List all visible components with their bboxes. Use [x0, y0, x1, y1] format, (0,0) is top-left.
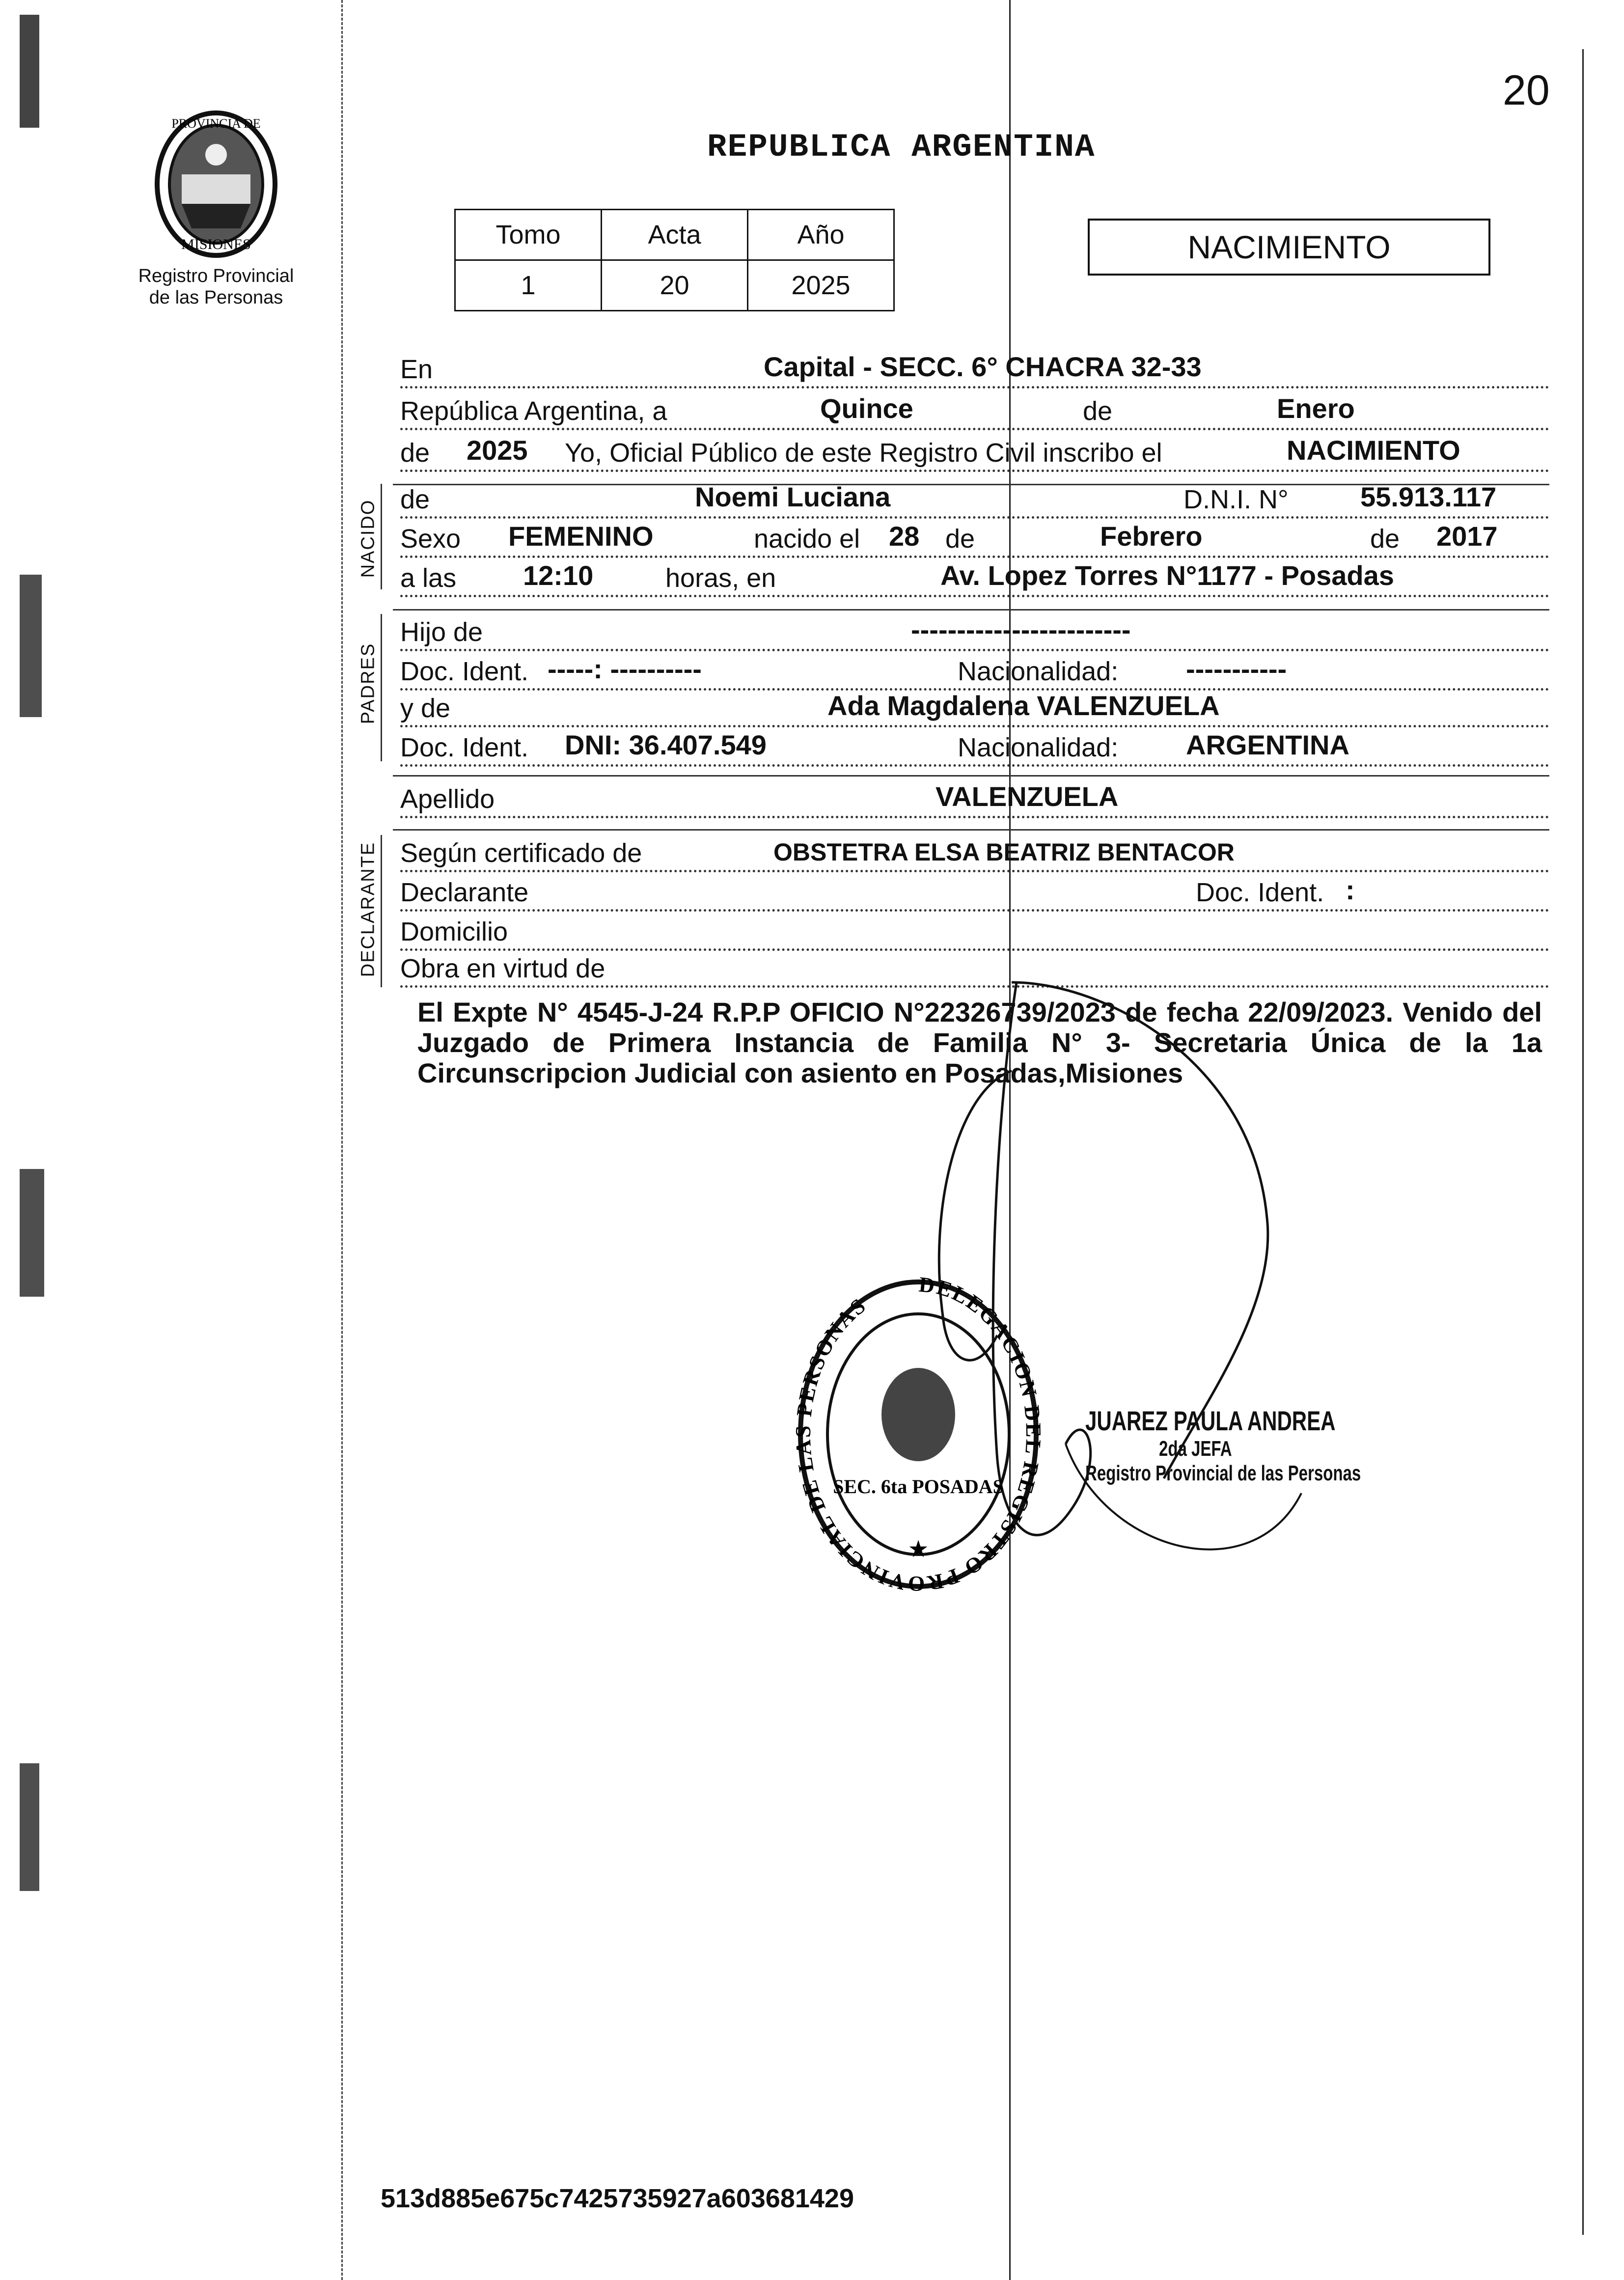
section-label-nacido: NACIDO [358, 499, 379, 578]
line-declarante: Declarante Doc. Ident. : [400, 874, 1549, 918]
line-father-doc: Doc. Ident. -----: ---------- Nacionalidad: ----------- [400, 653, 1549, 697]
margin-line-right [1582, 49, 1584, 2235]
birth-year-value: 2017 [1436, 521, 1498, 552]
line-hora: a las 12:10 horas, en Av. Lopez Torres N°1177 - Posadas [400, 560, 1549, 604]
divider [393, 609, 1549, 611]
scan-artifact [20, 1169, 44, 1297]
scan-artifact [20, 575, 42, 717]
line-madre: y de Ada Magdalena VALENZUELA [400, 690, 1549, 734]
signer-role: 2da JEFA [1159, 1437, 1232, 1461]
section-label-padres: PADRES [358, 642, 379, 724]
line-fecha: República Argentina, a Quince de Enero [400, 393, 1549, 437]
line-sexo: Sexo FEMENINO nacido el 28 de Febrero de 2017 [400, 521, 1549, 565]
line-apellido: Apellido VALENZUELA [400, 781, 1549, 825]
mother-nacionalidad-value: ARGENTINA [1186, 729, 1349, 760]
annotation-note: El Expte N° 4545-J-24 R.P.P OFICIO N°22326739/2023 de fecha 22/09/2023. Venido del Juzgado de Primera Instancia de Familia N° 3- Secretaria Única de la 1a Circunscripcion Judicial con asiento en Posadas,Misiones [417, 997, 1542, 1088]
section-bar-declarante [381, 835, 382, 987]
mother-value: Ada Magdalena VALENZUELA [827, 690, 1220, 721]
svg-text:★: ★ [908, 1536, 929, 1562]
dni-value: 55.913.117 [1360, 481, 1497, 512]
line-lugar: En Capital - SECC. 6° CHACRA 32-33 [400, 351, 1549, 395]
birth-place-value: Av. Lopez Torres N°1177 - Posadas [940, 560, 1394, 591]
declarante-doc-value: : [1346, 874, 1355, 905]
signer-block [1085, 1405, 1453, 1486]
record-value-acta: 20 [602, 260, 748, 311]
certificado-value: OBSTETRA ELSA BEATRIZ BENTACOR [773, 838, 1235, 866]
line-domicilio: Domicilio [400, 914, 1549, 958]
act-type-box: NACIMIENTO [1088, 219, 1490, 276]
record-header-tomo: Tomo [455, 210, 602, 260]
svg-text:SEC. 6ta POSADAS: SEC. 6ta POSADAS [833, 1475, 1004, 1498]
lugar-inscripcion-value: Capital - SECC. 6° CHACRA 32-33 [764, 351, 1202, 382]
nombre-value: Noemi Luciana [695, 481, 891, 512]
line-hijo-de: Hijo de ------------------------ [400, 614, 1549, 658]
section-bar-nacido [381, 484, 382, 589]
svg-text:DELEGACION DEL REGISTRO PROVIN: DELEGACION DEL REGISTRO PROVINCIAL DE LAS PERSONAS [791, 1272, 1046, 1596]
margin-line-left [341, 0, 343, 2280]
inscribo-value: NACIMIENTO [1287, 435, 1460, 466]
birth-month-value: Febrero [1100, 521, 1203, 552]
father-doc-value: -----: ---------- [548, 653, 702, 684]
line-obra: Obra en virtud de [400, 950, 1549, 995]
section-label-declarante: DECLARANTE [358, 841, 379, 977]
document-hash: 513d885e675c7425735927a603681429 [381, 2184, 854, 2213]
month-value: Enero [1277, 393, 1355, 424]
page-title: REPUBLICA ARGENTINA [707, 129, 1096, 166]
signer-name: JUAREZ PAULA ANDREA [1085, 1405, 1336, 1436]
section-bar-padres [381, 614, 382, 761]
apellido-value: VALENZUELA [936, 781, 1119, 812]
year-value: 2025 [467, 435, 528, 466]
scan-artifact [20, 1763, 39, 1891]
mother-doc-value: DNI: 36.407.549 [565, 729, 767, 760]
registry-label: Registro Provincial de las Personas [138, 266, 294, 308]
line-certificado: Según certificado de OBSTETRA ELSA BEATRIZ BENTACOR [400, 835, 1549, 879]
page-number: 20 [1503, 67, 1550, 114]
day-value: Quince [820, 393, 913, 424]
father-nacionalidad-value: ----------- [1186, 653, 1287, 684]
svg-text:MISIONES: MISIONES [181, 236, 251, 252]
divider [393, 775, 1549, 777]
divider [393, 829, 1549, 831]
hora-value: 12:10 [523, 560, 594, 591]
record-value-tomo: 1 [455, 260, 602, 311]
line-nombre: de Noemi Luciana D.N.I. N° 55.913.117 [400, 481, 1549, 526]
record-header-acta: Acta [602, 210, 748, 260]
svg-text:PROVINCIA DE: PROVINCIA DE [171, 116, 261, 131]
record-table [454, 209, 895, 311]
registry-seal-stamp [786, 1262, 1051, 1596]
scan-artifact [20, 15, 39, 128]
province-shield-logo [142, 111, 290, 258]
line-inscripcion: de 2025 Yo, Oficial Público de este Registro Civil inscribo el NACIMIENTO [400, 435, 1549, 479]
sexo-value: FEMENINO [508, 521, 654, 552]
record-value-anio: 2025 [748, 260, 894, 311]
father-value: ------------------------ [911, 614, 1131, 645]
record-header-anio: Año [748, 210, 894, 260]
signer-org: Registro Provincial de las Personas [1085, 1461, 1361, 1485]
line-mother-doc: Doc. Ident. DNI: 36.407.549 Nacionalidad: ARGENTINA [400, 729, 1549, 774]
birth-day-value: 28 [889, 521, 920, 552]
